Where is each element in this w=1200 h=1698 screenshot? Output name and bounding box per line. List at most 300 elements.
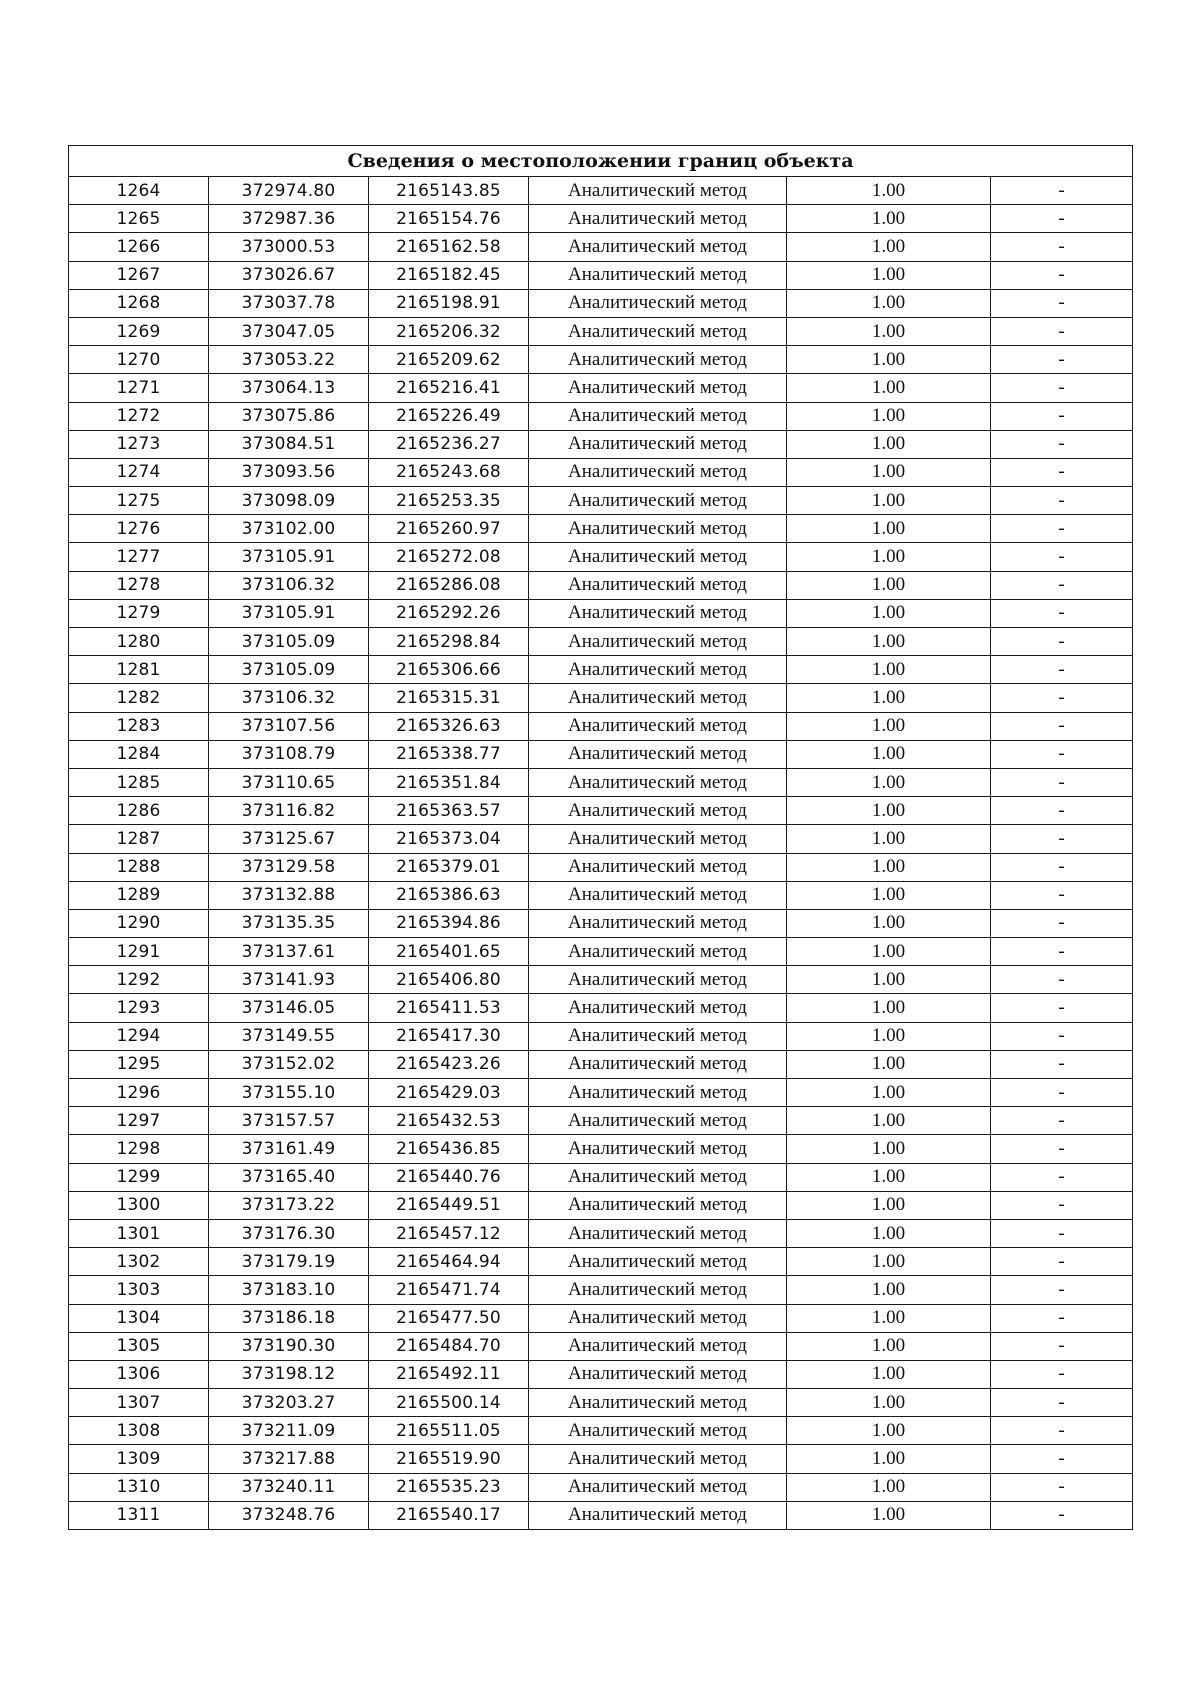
accuracy-cell: 1.00 [787,205,991,233]
method-cell: Аналитический метод [529,1389,787,1417]
accuracy-cell: 1.00 [787,402,991,430]
note-cell: - [991,599,1133,627]
x-coordinate-cell: 373129.58 [209,853,369,881]
x-coordinate-cell: 373047.05 [209,317,369,345]
point-number-cell: 1305 [69,1332,209,1360]
accuracy-cell: 1.00 [787,346,991,374]
accuracy-cell: 1.00 [787,712,991,740]
y-coordinate-cell: 2165379.01 [369,853,529,881]
x-coordinate-cell: 373146.05 [209,994,369,1022]
x-coordinate-cell: 372987.36 [209,205,369,233]
note-cell: - [991,289,1133,317]
y-coordinate-cell: 2165401.65 [369,938,529,966]
y-coordinate-cell: 2165429.03 [369,1079,529,1107]
y-coordinate-cell: 2165492.11 [369,1360,529,1388]
accuracy-cell: 1.00 [787,1163,991,1191]
note-cell: - [991,853,1133,881]
y-coordinate-cell: 2165143.85 [369,177,529,205]
table-row [69,1445,1133,1473]
y-coordinate-cell: 2165511.05 [369,1417,529,1445]
x-coordinate-cell: 373173.22 [209,1191,369,1219]
note-cell: - [991,1501,1133,1529]
x-coordinate-cell: 373248.76 [209,1501,369,1529]
method-cell: Аналитический метод [529,430,787,458]
point-number-cell: 1273 [69,430,209,458]
point-number-cell: 1269 [69,317,209,345]
point-number-cell: 1290 [69,909,209,937]
method-cell: Аналитический метод [529,571,787,599]
y-coordinate-cell: 2165351.84 [369,768,529,796]
point-number-cell: 1271 [69,374,209,402]
table-row [69,571,1133,599]
x-coordinate-cell: 373107.56 [209,712,369,740]
accuracy-cell: 1.00 [787,1445,991,1473]
method-cell: Аналитический метод [529,205,787,233]
table-body [69,177,1133,1530]
accuracy-cell: 1.00 [787,599,991,627]
note-cell: - [991,1079,1133,1107]
table-row [69,712,1133,740]
method-cell: Аналитический метод [529,1360,787,1388]
method-cell: Аналитический метод [529,543,787,571]
table-row [69,853,1133,881]
method-cell: Аналитический метод [529,768,787,796]
y-coordinate-cell: 2165484.70 [369,1332,529,1360]
y-coordinate-cell: 2165260.97 [369,515,529,543]
note-cell: - [991,1163,1133,1191]
accuracy-cell: 1.00 [787,628,991,656]
x-coordinate-cell: 373084.51 [209,430,369,458]
point-number-cell: 1295 [69,1050,209,1078]
table-row [69,1079,1133,1107]
y-coordinate-cell: 2165286.08 [369,571,529,599]
accuracy-cell: 1.00 [787,374,991,402]
x-coordinate-cell: 373161.49 [209,1135,369,1163]
x-coordinate-cell: 373125.67 [209,825,369,853]
table-row [69,487,1133,515]
table-row [69,543,1133,571]
y-coordinate-cell: 2165216.41 [369,374,529,402]
x-coordinate-cell: 373165.40 [209,1163,369,1191]
table-row [69,1135,1133,1163]
point-number-cell: 1291 [69,938,209,966]
point-number-cell: 1289 [69,881,209,909]
accuracy-cell: 1.00 [787,881,991,909]
note-cell: - [991,261,1133,289]
note-cell: - [991,1360,1133,1388]
x-coordinate-cell: 373105.91 [209,543,369,571]
point-number-cell: 1285 [69,768,209,796]
method-cell: Аналитический метод [529,628,787,656]
table-row [69,1022,1133,1050]
x-coordinate-cell: 373186.18 [209,1304,369,1332]
accuracy-cell: 1.00 [787,684,991,712]
point-number-cell: 1278 [69,571,209,599]
y-coordinate-cell: 2165471.74 [369,1276,529,1304]
method-cell: Аналитический метод [529,402,787,430]
point-number-cell: 1287 [69,825,209,853]
table-row [69,374,1133,402]
method-cell: Аналитический метод [529,1191,787,1219]
x-coordinate-cell: 373155.10 [209,1079,369,1107]
method-cell: Аналитический метод [529,684,787,712]
x-coordinate-cell: 373141.93 [209,966,369,994]
y-coordinate-cell: 2165198.91 [369,289,529,317]
y-coordinate-cell: 2165540.17 [369,1501,529,1529]
note-cell: - [991,966,1133,994]
x-coordinate-cell: 373211.09 [209,1417,369,1445]
table-row [69,205,1133,233]
method-cell: Аналитический метод [529,1050,787,1078]
table-row [69,458,1133,486]
point-number-cell: 1286 [69,797,209,825]
note-cell: - [991,768,1133,796]
note-cell: - [991,515,1133,543]
method-cell: Аналитический метод [529,1276,787,1304]
table-row [69,261,1133,289]
point-number-cell: 1296 [69,1079,209,1107]
method-cell: Аналитический метод [529,374,787,402]
x-coordinate-cell: 373102.00 [209,515,369,543]
note-cell: - [991,825,1133,853]
method-cell: Аналитический метод [529,1107,787,1135]
accuracy-cell: 1.00 [787,458,991,486]
note-cell: - [991,1417,1133,1445]
x-coordinate-cell: 373106.32 [209,571,369,599]
x-coordinate-cell: 373152.02 [209,1050,369,1078]
note-cell: - [991,430,1133,458]
accuracy-cell: 1.00 [787,1107,991,1135]
accuracy-cell: 1.00 [787,177,991,205]
note-cell: - [991,571,1133,599]
y-coordinate-cell: 2165440.76 [369,1163,529,1191]
x-coordinate-cell: 373053.22 [209,346,369,374]
accuracy-cell: 1.00 [787,740,991,768]
y-coordinate-cell: 2165436.85 [369,1135,529,1163]
accuracy-cell: 1.00 [787,1501,991,1529]
accuracy-cell: 1.00 [787,487,991,515]
method-cell: Аналитический метод [529,1135,787,1163]
table-row [69,825,1133,853]
x-coordinate-cell: 373217.88 [209,1445,369,1473]
x-coordinate-cell: 373116.82 [209,797,369,825]
table-row [69,1304,1133,1332]
y-coordinate-cell: 2165209.62 [369,346,529,374]
note-cell: - [991,487,1133,515]
note-cell: - [991,1248,1133,1276]
table-row [69,768,1133,796]
table-row [69,628,1133,656]
method-cell: Аналитический метод [529,346,787,374]
point-number-cell: 1292 [69,966,209,994]
accuracy-cell: 1.00 [787,289,991,317]
note-cell: - [991,1107,1133,1135]
note-cell: - [991,740,1133,768]
table-row [69,1191,1133,1219]
method-cell: Аналитический метод [529,1248,787,1276]
table-row [69,1332,1133,1360]
point-number-cell: 1281 [69,656,209,684]
method-cell: Аналитический метод [529,938,787,966]
accuracy-cell: 1.00 [787,1332,991,1360]
accuracy-cell: 1.00 [787,1191,991,1219]
accuracy-cell: 1.00 [787,1248,991,1276]
note-cell: - [991,909,1133,937]
y-coordinate-cell: 2165464.94 [369,1248,529,1276]
accuracy-cell: 1.00 [787,797,991,825]
point-number-cell: 1307 [69,1389,209,1417]
point-number-cell: 1306 [69,1360,209,1388]
accuracy-cell: 1.00 [787,825,991,853]
x-coordinate-cell: 372974.80 [209,177,369,205]
y-coordinate-cell: 2165432.53 [369,1107,529,1135]
y-coordinate-cell: 2165315.31 [369,684,529,712]
note-cell: - [991,684,1133,712]
method-cell: Аналитический метод [529,1304,787,1332]
method-cell: Аналитический метод [529,1163,787,1191]
method-cell: Аналитический метод [529,1417,787,1445]
note-cell: - [991,1219,1133,1247]
point-number-cell: 1279 [69,599,209,627]
accuracy-cell: 1.00 [787,1050,991,1078]
y-coordinate-cell: 2165417.30 [369,1022,529,1050]
y-coordinate-cell: 2165394.86 [369,909,529,937]
table-row [69,1501,1133,1529]
accuracy-cell: 1.00 [787,909,991,937]
table-row [69,177,1133,205]
note-cell: - [991,881,1133,909]
table-row [69,402,1133,430]
method-cell: Аналитический метод [529,797,787,825]
point-number-cell: 1265 [69,205,209,233]
point-number-cell: 1294 [69,1022,209,1050]
point-number-cell: 1308 [69,1417,209,1445]
method-cell: Аналитический метод [529,1473,787,1501]
method-cell: Аналитический метод [529,1501,787,1529]
method-cell: Аналитический метод [529,177,787,205]
method-cell: Аналитический метод [529,1079,787,1107]
accuracy-cell: 1.00 [787,1276,991,1304]
x-coordinate-cell: 373149.55 [209,1022,369,1050]
note-cell: - [991,1135,1133,1163]
accuracy-cell: 1.00 [787,1135,991,1163]
method-cell: Аналитический метод [529,1445,787,1473]
accuracy-cell: 1.00 [787,1473,991,1501]
table-row [69,233,1133,261]
accuracy-cell: 1.00 [787,571,991,599]
note-cell: - [991,628,1133,656]
method-cell: Аналитический метод [529,233,787,261]
point-number-cell: 1274 [69,458,209,486]
table-title: Сведения о местоположении границ объекта [69,146,1133,177]
accuracy-cell: 1.00 [787,317,991,345]
method-cell: Аналитический метод [529,487,787,515]
method-cell: Аналитический метод [529,853,787,881]
x-coordinate-cell: 373064.13 [209,374,369,402]
x-coordinate-cell: 373179.19 [209,1248,369,1276]
y-coordinate-cell: 2165162.58 [369,233,529,261]
note-cell: - [991,233,1133,261]
y-coordinate-cell: 2165206.32 [369,317,529,345]
x-coordinate-cell: 373203.27 [209,1389,369,1417]
note-cell: - [991,346,1133,374]
table-row [69,515,1133,543]
method-cell: Аналитический метод [529,515,787,543]
point-number-cell: 1270 [69,346,209,374]
method-cell: Аналитический метод [529,994,787,1022]
method-cell: Аналитический метод [529,1219,787,1247]
y-coordinate-cell: 2165338.77 [369,740,529,768]
table-row [69,1417,1133,1445]
note-cell: - [991,1050,1133,1078]
y-coordinate-cell: 2165519.90 [369,1445,529,1473]
method-cell: Аналитический метод [529,712,787,740]
y-coordinate-cell: 2165292.26 [369,599,529,627]
x-coordinate-cell: 373075.86 [209,402,369,430]
table-row [69,1248,1133,1276]
note-cell: - [991,1389,1133,1417]
x-coordinate-cell: 373132.88 [209,881,369,909]
point-number-cell: 1277 [69,543,209,571]
table-row [69,1360,1133,1388]
table-row [69,430,1133,458]
point-number-cell: 1282 [69,684,209,712]
x-coordinate-cell: 373176.30 [209,1219,369,1247]
method-cell: Аналитический метод [529,656,787,684]
x-coordinate-cell: 373106.32 [209,684,369,712]
y-coordinate-cell: 2165306.66 [369,656,529,684]
accuracy-cell: 1.00 [787,1079,991,1107]
point-number-cell: 1297 [69,1107,209,1135]
point-number-cell: 1311 [69,1501,209,1529]
point-number-cell: 1267 [69,261,209,289]
y-coordinate-cell: 2165154.76 [369,205,529,233]
point-number-cell: 1283 [69,712,209,740]
note-cell: - [991,205,1133,233]
method-cell: Аналитический метод [529,599,787,627]
point-number-cell: 1284 [69,740,209,768]
y-coordinate-cell: 2165411.53 [369,994,529,1022]
table-row [69,684,1133,712]
accuracy-cell: 1.00 [787,938,991,966]
note-cell: - [991,1304,1133,1332]
point-number-cell: 1301 [69,1219,209,1247]
method-cell: Аналитический метод [529,289,787,317]
method-cell: Аналитический метод [529,261,787,289]
table-row [69,1219,1133,1247]
table-row [69,966,1133,994]
point-number-cell: 1302 [69,1248,209,1276]
accuracy-cell: 1.00 [787,233,991,261]
x-coordinate-cell: 373037.78 [209,289,369,317]
accuracy-cell: 1.00 [787,261,991,289]
x-coordinate-cell: 373105.09 [209,656,369,684]
method-cell: Аналитический метод [529,881,787,909]
accuracy-cell: 1.00 [787,1417,991,1445]
accuracy-cell: 1.00 [787,1389,991,1417]
x-coordinate-cell: 373105.09 [209,628,369,656]
note-cell: - [991,1022,1133,1050]
note-cell: - [991,1473,1133,1501]
point-number-cell: 1268 [69,289,209,317]
title-row [69,146,1133,177]
point-number-cell: 1293 [69,994,209,1022]
note-cell: - [991,1276,1133,1304]
x-coordinate-cell: 373110.65 [209,768,369,796]
note-cell: - [991,402,1133,430]
x-coordinate-cell: 373157.57 [209,1107,369,1135]
x-coordinate-cell: 373026.67 [209,261,369,289]
point-number-cell: 1264 [69,177,209,205]
note-cell: - [991,1445,1133,1473]
point-number-cell: 1304 [69,1304,209,1332]
note-cell: - [991,712,1133,740]
table-row [69,1107,1133,1135]
method-cell: Аналитический метод [529,317,787,345]
table-row [69,740,1133,768]
table-row [69,994,1133,1022]
x-coordinate-cell: 373198.12 [209,1360,369,1388]
table-row [69,346,1133,374]
point-number-cell: 1299 [69,1163,209,1191]
method-cell: Аналитический метод [529,740,787,768]
table-row [69,881,1133,909]
table-row [69,938,1133,966]
y-coordinate-cell: 2165253.35 [369,487,529,515]
y-coordinate-cell: 2165386.63 [369,881,529,909]
table-row [69,317,1133,345]
accuracy-cell: 1.00 [787,543,991,571]
note-cell: - [991,177,1133,205]
table-row [69,1473,1133,1501]
x-coordinate-cell: 373098.09 [209,487,369,515]
method-cell: Аналитический метод [529,1332,787,1360]
note-cell: - [991,797,1133,825]
accuracy-cell: 1.00 [787,1360,991,1388]
table-row [69,1050,1133,1078]
table-row [69,1389,1133,1417]
table-row [69,656,1133,684]
note-cell: - [991,458,1133,486]
table-row [69,599,1133,627]
y-coordinate-cell: 2165423.26 [369,1050,529,1078]
accuracy-cell: 1.00 [787,1219,991,1247]
y-coordinate-cell: 2165243.68 [369,458,529,486]
method-cell: Аналитический метод [529,909,787,937]
point-number-cell: 1303 [69,1276,209,1304]
y-coordinate-cell: 2165326.63 [369,712,529,740]
accuracy-cell: 1.00 [787,1022,991,1050]
x-coordinate-cell: 373240.11 [209,1473,369,1501]
y-coordinate-cell: 2165298.84 [369,628,529,656]
note-cell: - [991,1332,1133,1360]
point-number-cell: 1300 [69,1191,209,1219]
point-number-cell: 1276 [69,515,209,543]
note-cell: - [991,1191,1133,1219]
point-number-cell: 1309 [69,1445,209,1473]
x-coordinate-cell: 373105.91 [209,599,369,627]
y-coordinate-cell: 2165477.50 [369,1304,529,1332]
accuracy-cell: 1.00 [787,768,991,796]
method-cell: Аналитический метод [529,1022,787,1050]
accuracy-cell: 1.00 [787,1304,991,1332]
point-number-cell: 1288 [69,853,209,881]
x-coordinate-cell: 373000.53 [209,233,369,261]
y-coordinate-cell: 2165535.23 [369,1473,529,1501]
x-coordinate-cell: 373108.79 [209,740,369,768]
x-coordinate-cell: 373183.10 [209,1276,369,1304]
table-row [69,289,1133,317]
